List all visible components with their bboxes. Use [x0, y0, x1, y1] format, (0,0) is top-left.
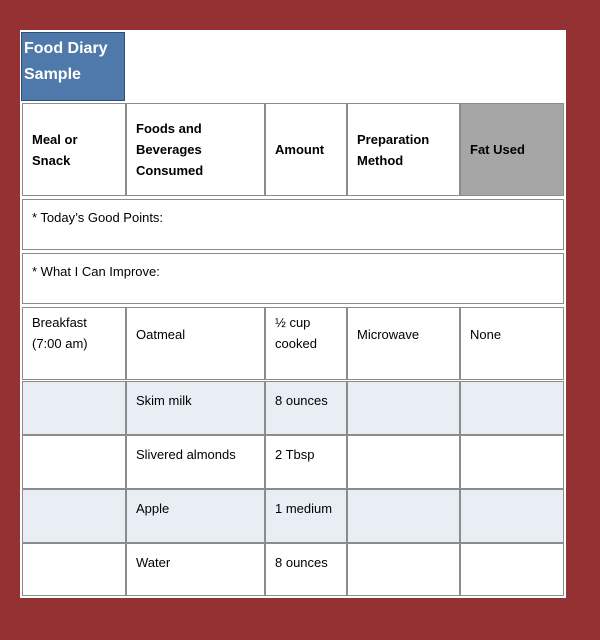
- table-cell-meal: [22, 543, 126, 596]
- table-cell-fat: None: [460, 307, 564, 380]
- table-cell-prep: [347, 381, 460, 435]
- table-cell-amount: 1 medium: [265, 489, 347, 543]
- table-cell-food: Apple: [126, 489, 265, 543]
- table-cell-meal: [22, 381, 126, 435]
- table-cell-food: Skim milk: [126, 381, 265, 435]
- header-foods: Foods and Beverages Consumed: [126, 103, 265, 196]
- table-cell-amount: 2 Tbsp: [265, 435, 347, 489]
- table-cell-food: Oatmeal: [126, 307, 265, 380]
- table-cell-fat: [460, 435, 564, 489]
- improve-field[interactable]: * What I Can Improve:: [22, 253, 564, 304]
- table-cell-meal: Breakfast (7:00 am): [22, 307, 126, 380]
- table-cell-food: Water: [126, 543, 265, 596]
- table-cell-prep: Microwave: [347, 307, 460, 380]
- table-cell-amount: 8 ounces: [265, 381, 347, 435]
- table-cell-prep: [347, 435, 460, 489]
- header-amount: Amount: [265, 103, 347, 196]
- header-fat: Fat Used: [460, 103, 564, 196]
- table-cell-meal: [22, 489, 126, 543]
- table-cell-meal: [22, 435, 126, 489]
- table-cell-fat: [460, 543, 564, 596]
- header-prep: Preparation Method: [347, 103, 460, 196]
- table-cell-prep: [347, 543, 460, 596]
- table-cell-food: Slivered almonds: [126, 435, 265, 489]
- table-cell-fat: [460, 489, 564, 543]
- header-meal: Meal or Snack: [22, 103, 126, 196]
- good-points-field[interactable]: * Today’s Good Points:: [22, 199, 564, 250]
- table-cell-fat: [460, 381, 564, 435]
- table-cell-amount: 8 ounces: [265, 543, 347, 596]
- page-title: Food Diary Sample: [21, 32, 125, 101]
- table-cell-prep: [347, 489, 460, 543]
- table-cell-amount: ½ cup cooked: [265, 307, 347, 380]
